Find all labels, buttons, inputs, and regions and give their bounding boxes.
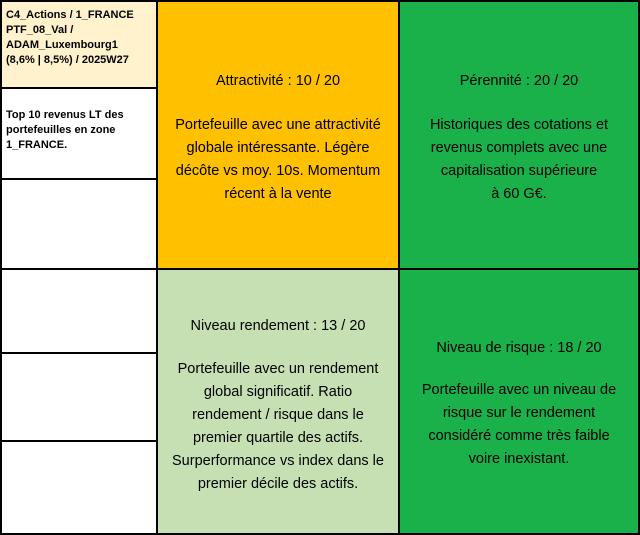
- description-line: portefeuilles en zone: [6, 124, 116, 136]
- portfolio-account-line: ADAM_Luxembourg1: [6, 39, 118, 51]
- empty-cell: [1, 441, 157, 534]
- portfolio-id-line: PTF_08_Val /: [6, 24, 74, 36]
- body-line: à 60 G€.: [491, 186, 547, 202]
- description-line: Top 10 revenus LT des: [6, 109, 124, 121]
- body-line: globale intéressante. Légère: [186, 140, 370, 156]
- body-line: considéré comme très faible: [428, 428, 610, 444]
- body-line: Portefeuille avec une attractivité: [175, 117, 381, 133]
- portfolio-header-cell: [1, 1, 157, 88]
- empty-cell: [1, 269, 157, 353]
- rendement-quadrant: [157, 269, 399, 534]
- body-line: premier quartile des actifs.: [192, 430, 364, 446]
- body-line: Surperformance vs index dans le: [172, 453, 384, 469]
- risque-title: Niveau de risque : 18 / 20: [436, 340, 602, 356]
- perennite-title: Pérennité : 20 / 20: [459, 73, 579, 89]
- body-line: récent à la vente: [224, 186, 332, 202]
- attractivite-title: Attractivité : 10 / 20: [215, 73, 341, 89]
- attractivite-quadrant: [157, 1, 399, 269]
- body-line: Historiques des cotations et: [429, 117, 609, 133]
- empty-cell: [1, 353, 157, 441]
- body-line: premier décile des actifs.: [197, 476, 359, 492]
- body-line: risque sur le rendement: [442, 405, 596, 421]
- perennite-quadrant: [399, 1, 639, 269]
- portfolio-yield-line: (8,6% | 8,5%) / 2025W27: [6, 54, 129, 66]
- risque-quadrant: [399, 269, 639, 534]
- perennite-body: [404, 114, 634, 206]
- body-line: revenus complets avec une: [430, 140, 608, 156]
- portfolio-path-line: C4_Actions / 1_FRANCE: [6, 9, 134, 21]
- rendement-body: [162, 358, 394, 496]
- risque-body: [404, 379, 634, 471]
- body-line: Portefeuille avec un rendement: [177, 361, 379, 377]
- body-line: rendement / risque dans le: [192, 407, 364, 423]
- rendement-title: Niveau rendement : 13 / 20: [190, 318, 366, 334]
- attractivite-body: [162, 114, 394, 206]
- body-line: global significatif. Ratio: [203, 384, 353, 400]
- body-line: Portefeuille avec un niveau de: [421, 382, 617, 398]
- description-line: 1_FRANCE.: [6, 139, 68, 151]
- body-line: voire inexistant.: [468, 451, 570, 467]
- portfolio-description-cell: [1, 88, 157, 179]
- empty-cell: [1, 179, 157, 269]
- body-line: décôte vs moy. 10s. Momentum: [175, 163, 381, 179]
- body-line: capitalisation supérieure: [440, 163, 598, 179]
